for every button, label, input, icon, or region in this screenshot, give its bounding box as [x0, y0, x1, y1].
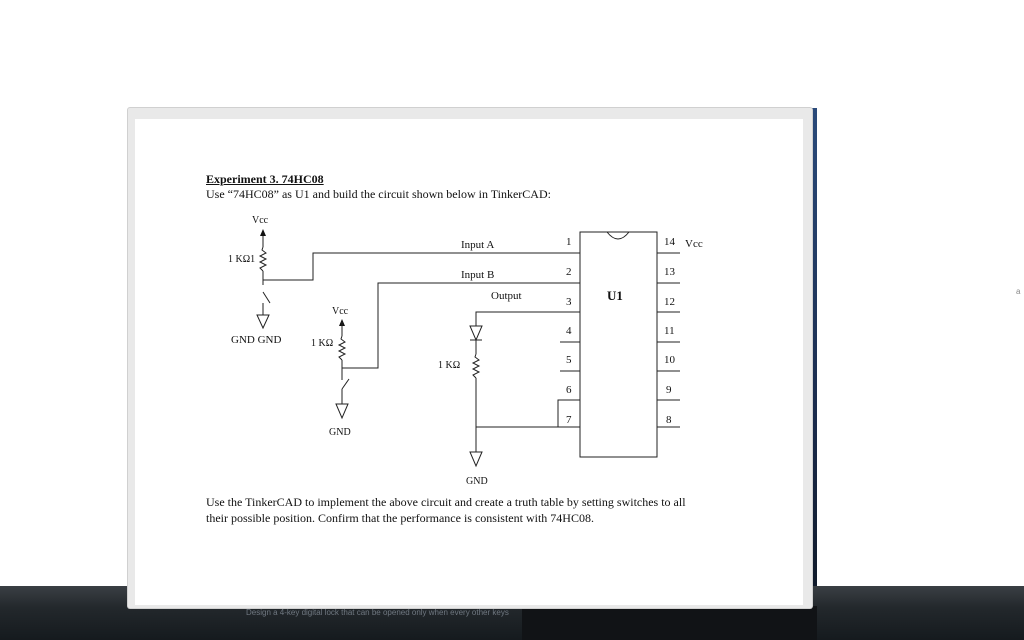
experiment-instructions: Use “74HC08” as U1 and build the circuit shown below in TinkerCAD:	[206, 187, 551, 201]
vcc-left-arrow	[260, 229, 266, 236]
wire-output	[476, 312, 560, 326]
pin-number: 9	[666, 384, 672, 396]
pin-number: 1	[566, 236, 572, 248]
wire-input-b	[342, 283, 560, 368]
pin-number: 14	[664, 236, 675, 248]
led-symbol	[470, 326, 482, 340]
switch-mid	[342, 379, 349, 389]
resistor-left	[260, 247, 266, 271]
resistor-right-label: 1 KΩ	[438, 360, 461, 371]
gnd-bottom-symbol	[470, 452, 482, 466]
instruction-paragraph-line2: their possible position. Confirm that the performance is consistent with 74HC08.	[206, 511, 594, 525]
switch-left	[263, 292, 270, 303]
pin-number: 5	[566, 354, 572, 366]
vcc-pin-label: Vcc	[685, 238, 703, 250]
pin-number: 2	[566, 266, 572, 278]
output-label: Output	[491, 290, 522, 302]
resistor-right	[473, 354, 479, 378]
wire-input-a	[263, 253, 560, 280]
pin-number: 4	[566, 325, 572, 337]
gnd-mid-symbol	[336, 404, 348, 418]
gnd-mid-label: GND	[329, 427, 351, 438]
instruction-paragraph-line1: Use the TinkerCAD to implement the above circuit and create a truth table by setting switches to all	[206, 495, 686, 509]
pin-number: 13	[664, 266, 675, 278]
background-edge-text: a	[1016, 287, 1021, 296]
gnd-left-symbol	[257, 315, 269, 328]
resistor-left-label: 1 KΩ1	[228, 254, 256, 265]
experiment-title: Experiment 3. 74HC08	[206, 172, 324, 186]
pin-number: 10	[664, 354, 675, 366]
pin-number: 11	[664, 325, 675, 337]
chip-u1-body	[580, 232, 657, 457]
pin-number: 12	[664, 296, 675, 308]
input-b-label: Input B	[461, 269, 495, 281]
pin-number: 7	[566, 414, 572, 426]
pin-number: 6	[566, 384, 572, 396]
input-a-label: Input A	[461, 239, 495, 251]
gnd-left-label: GND GND	[231, 334, 282, 346]
gnd-bottom-label: GND	[466, 476, 488, 487]
chip-u1-label: U1	[607, 288, 623, 303]
vcc-mid-label: Vcc	[332, 306, 349, 317]
background-document-text: Design a 4-key digital lock that can be opened only when every other keys	[246, 608, 509, 617]
resistor-mid-label: 1 KΩ	[311, 338, 334, 349]
resistor-mid	[339, 336, 345, 360]
pin-number: 8	[666, 414, 672, 426]
vcc-left-label: Vcc	[252, 215, 269, 226]
pin-number: 3	[566, 296, 572, 308]
